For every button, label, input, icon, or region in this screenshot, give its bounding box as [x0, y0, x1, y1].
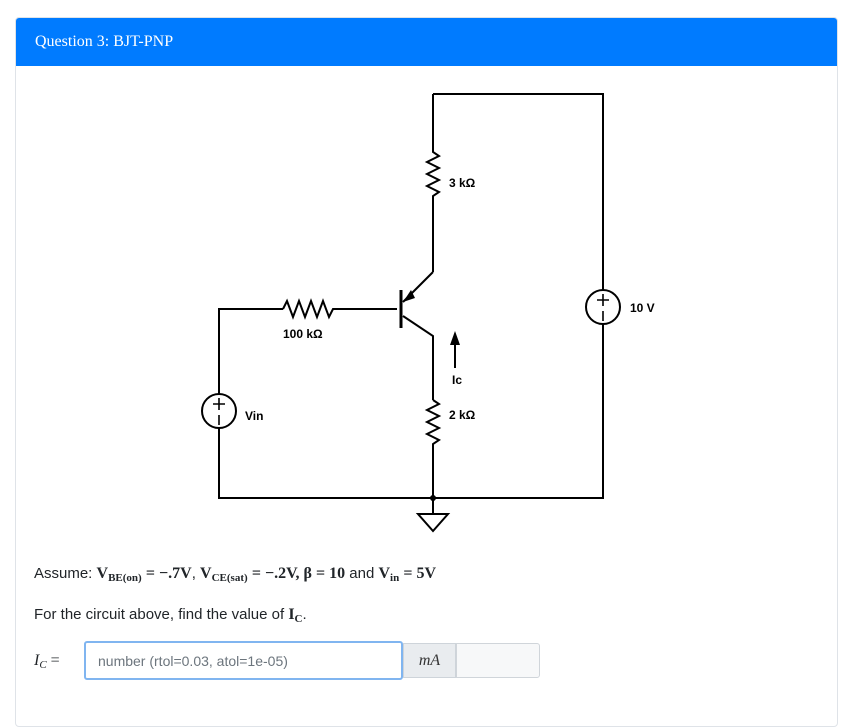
- assume-prefix: Assume:: [34, 565, 93, 582]
- wire-return: [219, 324, 603, 498]
- label-3k: 3 kΩ: [449, 176, 476, 190]
- vce-symbol: $V_{CE(sat)}$: [200, 565, 248, 584]
- ic-symbol: $I_C$: [288, 606, 303, 625]
- answer-label: $I_C$ =: [34, 652, 60, 671]
- label-2k: 2 kΩ: [449, 408, 476, 422]
- resistor-3k: [427, 94, 439, 272]
- vin-polarity: [213, 398, 225, 425]
- comma: ,: [191, 565, 196, 582]
- label-100k: 100 kΩ: [283, 327, 323, 341]
- resistor-2k: [427, 400, 439, 498]
- question-title: Question 3: BJT-PNP: [35, 33, 174, 50]
- supply-polarity: [597, 294, 609, 321]
- check-button[interactable]: [456, 643, 540, 678]
- label-10v: 10 V: [630, 301, 655, 315]
- prompt-text: For the circuit above, find the value of: [34, 606, 285, 623]
- prompt-period: .: [302, 606, 307, 623]
- answer-input[interactable]: [84, 641, 403, 680]
- vin-symbol: $V_{in}$: [378, 565, 400, 584]
- current-arrow-head: [450, 331, 460, 345]
- prompt-line: [34, 606, 307, 625]
- vbe-symbol: $V_{BE(on)}$: [96, 565, 142, 584]
- label-ic: Ic: [452, 373, 463, 387]
- wire-top: [433, 94, 603, 290]
- and-word: and: [349, 565, 375, 582]
- label-vin: Vin: [245, 409, 264, 423]
- assumption-line: [34, 565, 436, 584]
- resistor-100k: [283, 301, 337, 317]
- transistor-collector: [403, 316, 433, 400]
- vbe-value: = −.7V: [145, 565, 192, 582]
- vin-value: = 5V: [403, 565, 437, 582]
- junction-dot: [430, 495, 436, 501]
- wire-vin-base: [219, 309, 283, 394]
- ground-symbol: [418, 514, 448, 531]
- unit-label: mA: [403, 643, 456, 678]
- vce-value: = −.2V, β = 10: [251, 565, 346, 582]
